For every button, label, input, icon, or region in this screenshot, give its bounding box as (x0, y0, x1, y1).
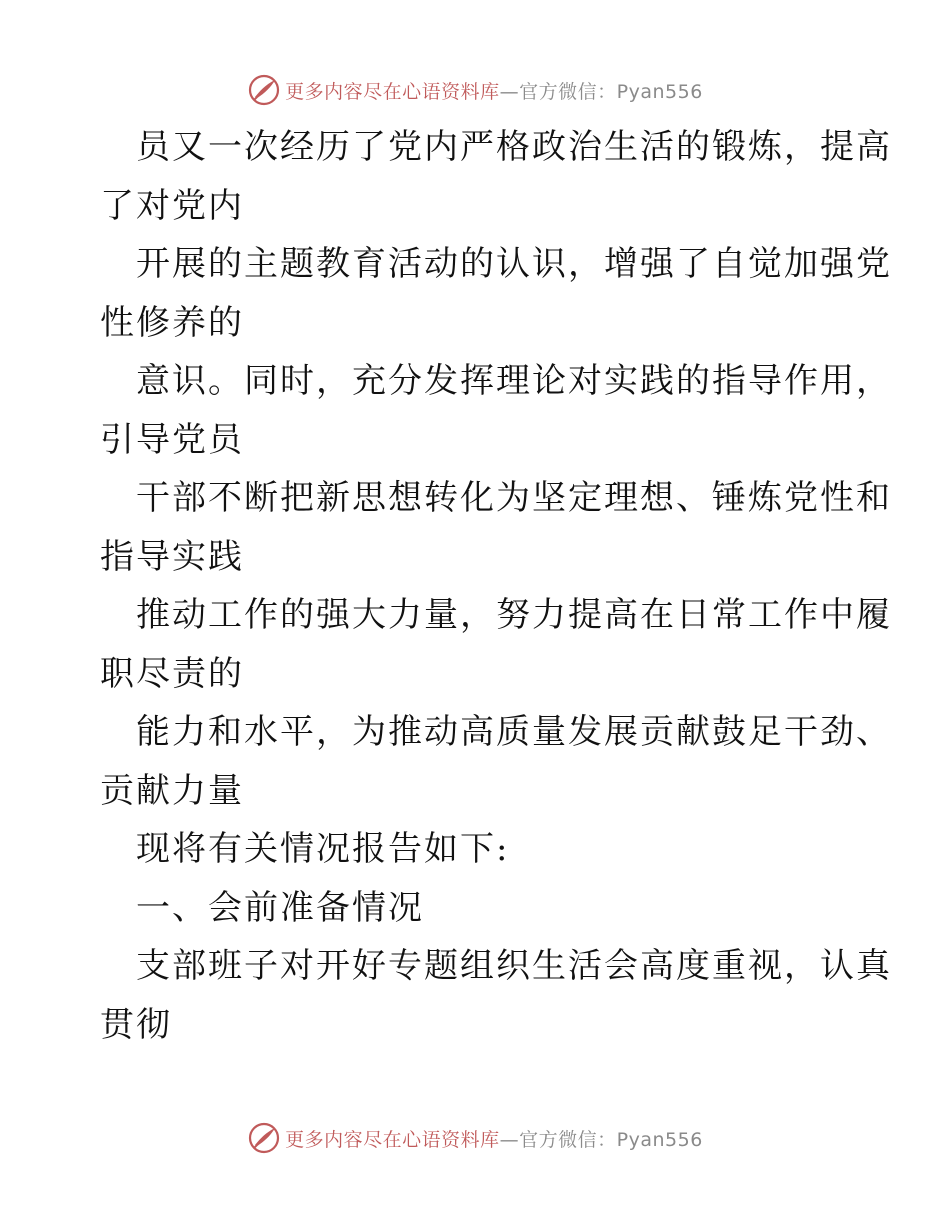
header-banner (0, 70, 950, 110)
body-line: 职尽责的 (100, 653, 244, 694)
body-line: 引导党员 (100, 419, 244, 460)
header-banner-title: 更多内容尽在心语资料库 (285, 80, 500, 103)
body-line: 了对党内 (100, 185, 244, 226)
section-heading: 一、会前准备情况 (136, 887, 424, 928)
body-line: 意识。同时，充分发挥理论对实践的指导作用， (136, 361, 892, 401)
document-body (100, 118, 892, 1054)
body-line: 贡献力量 (100, 770, 244, 811)
footer-banner-title: 更多内容尽在心语资料库 (285, 1128, 500, 1151)
footer-banner (0, 1118, 950, 1158)
body-line: 支部班子对开好专题组织生活会高度重视，认真 (136, 946, 892, 986)
body-line: 推动工作的强大力量，努力提高在日常工作中履 (136, 595, 892, 635)
body-line: 开展的主题教育活动的认识，增强了自觉加强党 (136, 244, 892, 284)
quill-logo-icon (247, 73, 281, 107)
quill-logo-icon (247, 1121, 281, 1155)
body-line: 干部不断把新思想转化为坚定理想、锤炼党性和 (136, 478, 892, 518)
body-line: 能力和水平，为推动高质量发展贡献鼓足干劲、 (136, 712, 892, 752)
footer-banner-wechat: —官方微信：Pyan556 (499, 1128, 703, 1151)
body-line: 指导实践 (100, 536, 244, 577)
body-line: 员又一次经历了党内严格政治生活的锻炼，提高 (136, 127, 892, 167)
body-line: 贯彻 (100, 1004, 172, 1045)
body-line: 现将有关情况报告如下: (136, 829, 510, 869)
body-line: 性修养的 (100, 302, 244, 343)
footer-banner-text (285, 1125, 703, 1152)
header-banner-wechat: —官方微信：Pyan556 (499, 80, 703, 103)
header-banner-text (285, 77, 703, 104)
